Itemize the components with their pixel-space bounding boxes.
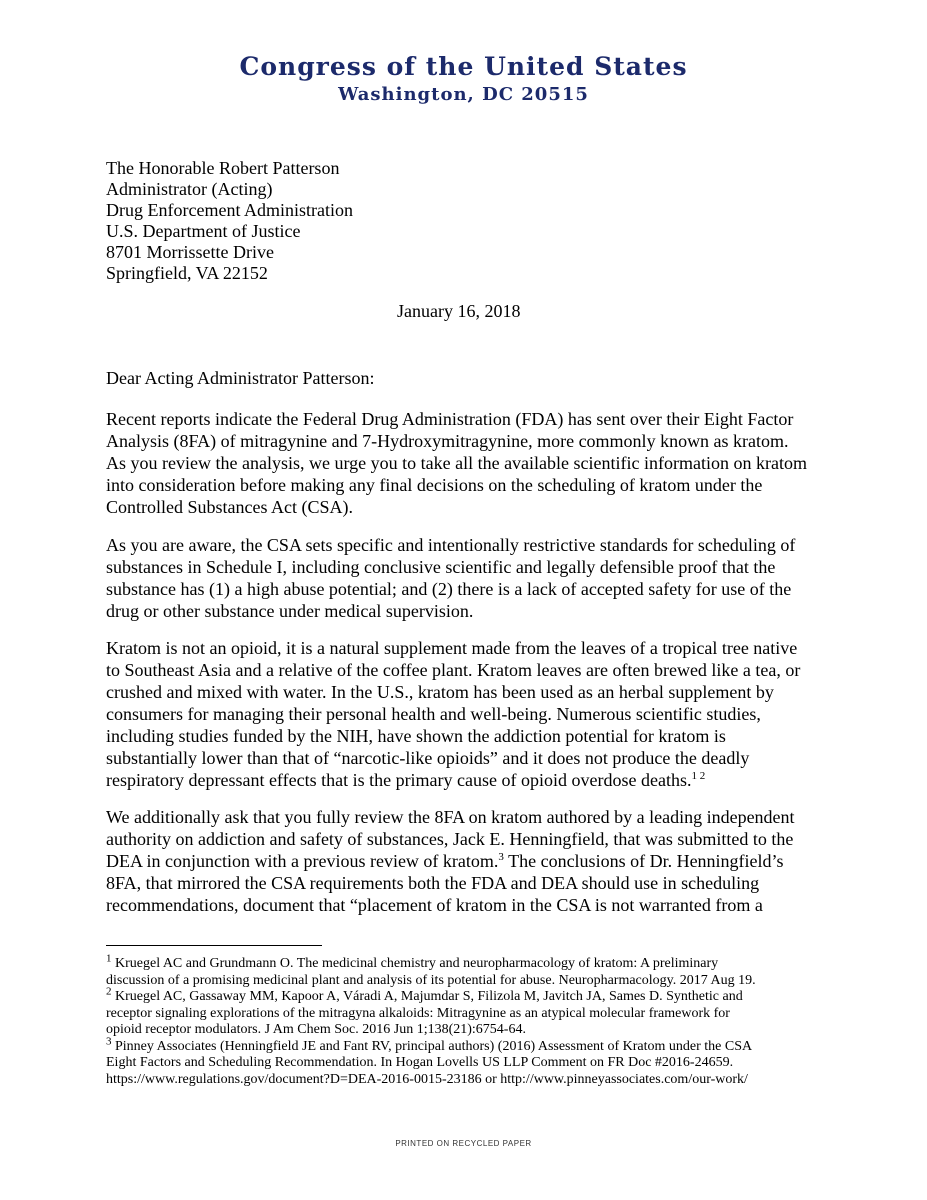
paragraph-4 xyxy=(106,806,826,916)
footnote-line: Eight Factors and Scheduling Recommendation. In Hogan Lovells US LLP Comment on FR Doc #2016-24659. xyxy=(106,1055,734,1070)
footnote-2 xyxy=(106,985,826,1039)
footnote-line xyxy=(106,985,826,1006)
footnote-divider xyxy=(106,945,322,946)
addressee-block xyxy=(106,158,353,284)
paragraph-line-text: respiratory depressant effects that is the primary cause of opioid overdose deaths. xyxy=(106,770,692,790)
paragraph-line-text: DEA in conjunction with a previous review of kratom. xyxy=(106,851,499,871)
addressee-line: The Honorable Robert Patterson xyxy=(106,158,340,178)
recycled-paper-note: PRINTED ON RECYCLED PAPER xyxy=(395,1139,532,1148)
footnote-mark: 2 xyxy=(106,985,112,998)
paragraph-line: Recent reports indicate the Federal Drug Administration (FDA) has sent over their Eight Factor xyxy=(106,409,794,429)
addressee-line: Springfield, VA 22152 xyxy=(106,263,268,283)
paragraph-line: substances in Schedule I, including conclusive scientific and legally defensible proof that the xyxy=(106,557,776,577)
footnote-1 xyxy=(106,952,826,989)
letterhead-address: Washington, DC 20515 xyxy=(338,84,589,105)
footnote-line: discussion of a promising medicinal plant and analysis of its potential for abuse. Neuropharmacology. 2017 Aug 19. xyxy=(106,972,756,988)
footnote-ref: 1 2 xyxy=(691,770,706,782)
footnotes xyxy=(106,952,826,1088)
footnote-line: receptor signaling explorations of the mitragyna alkaloids: Mitragynine as an atypical molecular framework for xyxy=(106,1005,730,1021)
paragraph-line: recommendations, document that “placement of kratom in the CSA is not warranted from a xyxy=(106,895,763,915)
paragraph-line: Kratom is not an opioid, it is a natural supplement made from the leaves of a tropical tree native xyxy=(106,638,798,658)
footnote-text: Pinney Associates (Henningfield JE and Fant RV, principal authors) (2016) Assessment of Kratom under the CSA xyxy=(111,1038,753,1054)
addressee-line: Administrator (Acting) xyxy=(106,179,273,199)
footnote-ref: 3 xyxy=(498,851,504,863)
addressee-line: U.S. Department of Justice xyxy=(106,221,301,241)
paragraph-line: crushed and mixed with water. In the U.S., kratom has been used as an herbal supplement by xyxy=(106,682,774,702)
paragraph-line xyxy=(106,769,826,791)
footnote-line: https://www.regulations.gov/document?D=DEA-2016-0015-23186 or http://www.pinneyassociates.com/our-work/ xyxy=(106,1071,748,1087)
paragraph-line: authority on addiction and safety of substances, Jack E. Henningfield, that was submitted to the xyxy=(106,829,794,849)
paragraph-line: substance has (1) a high abuse potential; and (2) there is a lack of accepted safety for use of the xyxy=(106,579,792,599)
addressee-line: 8701 Morrissette Drive xyxy=(106,242,274,262)
letterhead-title: Congress of the United States xyxy=(239,52,688,81)
letter-date: January 16, 2018 xyxy=(397,301,521,321)
paragraph-line: Analysis (8FA) of mitragynine and 7-Hydroxymitragynine, more commonly known as kratom. xyxy=(106,431,789,451)
footnote-mark: 3 xyxy=(106,1034,112,1047)
footnote-text: Kruegel AC and Grundmann O. The medicinal chemistry and neuropharmacology of kratom: A preliminary xyxy=(111,956,719,971)
addressee-line: Drug Enforcement Administration xyxy=(106,200,353,220)
footnote-line xyxy=(106,1034,826,1056)
paragraph-line xyxy=(106,850,826,872)
footnote-line: opioid receptor modulators. J Am Chem Soc. 2016 Jun 1;138(21):6754-64. xyxy=(106,1022,526,1037)
footnote-mark: 1 xyxy=(106,952,112,965)
paragraph-line: 8FA, that mirrored the CSA requirements both the FDA and DEA should use in scheduling xyxy=(106,873,760,893)
paragraph-line: consumers for managing their personal health and well-being. Numerous scientific studies, xyxy=(106,704,761,724)
footnote-text: Kruegel AC, Gassaway MM, Kapoor A, Váradi A, Majumdar S, Filizola M, Javitch JA, Sames D. Synthetic and xyxy=(111,989,743,1004)
footnote-line xyxy=(106,952,826,973)
paragraph-line: including studies funded by the NIH, have shown the addiction potential for kratom is xyxy=(106,726,726,746)
paragraph-line: As you are aware, the CSA sets specific and intentionally restrictive standards for scheduling of xyxy=(106,535,796,555)
paragraph-line: to Southeast Asia and a relative of the coffee plant. Kratom leaves are often brewed like a tea, or xyxy=(106,660,801,680)
paragraph-line: drug or other substance under medical supervision. xyxy=(106,601,474,621)
paragraph-line: substantially lower than that of “narcotic-like opioids” and it does not produce the deadly xyxy=(106,748,750,768)
paragraph-line: As you review the analysis, we urge you to take all the available scientific information on kratom xyxy=(106,453,807,473)
paragraph-1 xyxy=(106,408,826,518)
footnote-3 xyxy=(106,1034,826,1089)
paragraph-2 xyxy=(106,534,826,622)
paragraph-line-text: The conclusions of Dr. Henningfield’s xyxy=(503,851,784,871)
paragraph-line: Controlled Substances Act (CSA). xyxy=(106,497,353,517)
paragraph-3 xyxy=(106,637,826,791)
salutation: Dear Acting Administrator Patterson: xyxy=(106,368,375,388)
paragraph-line: into consideration before making any final decisions on the scheduling of kratom under the xyxy=(106,475,763,495)
paragraph-line: We additionally ask that you fully review the 8FA on kratom authored by a leading independent xyxy=(106,807,795,827)
